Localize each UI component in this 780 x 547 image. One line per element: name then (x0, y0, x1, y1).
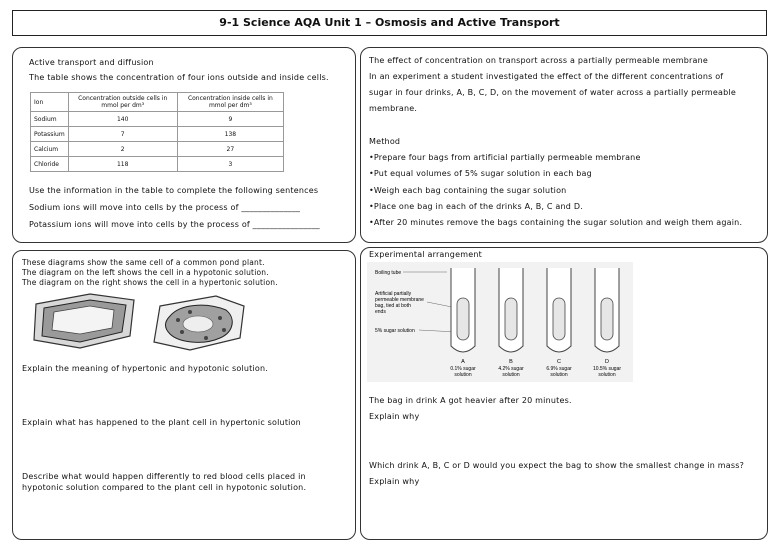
diagram-intro-line: These diagrams show the same cell of a common pond plant. (22, 258, 265, 267)
tube-concentration: 0.1% sugar (450, 366, 476, 372)
ion-concentration-table (30, 92, 284, 172)
tube-letter: B (509, 359, 513, 365)
column-header: Concentration inside cells in mmol per dm³ (177, 93, 283, 112)
hypotonic-cell-figure (34, 294, 134, 348)
method-step: •Weigh each bag containing the sugar solution (369, 186, 567, 195)
table-cell: 118 (68, 157, 177, 172)
tube-solution-label: solution (598, 372, 616, 378)
fill-in-sentence-sodium: Sodium ions will move into cells by the process of ______________ (29, 203, 301, 212)
question-prompt: Explain why (369, 477, 420, 486)
table-cell: 3 (177, 157, 283, 172)
tube-letter: C (557, 359, 561, 365)
table-row (31, 142, 284, 157)
column-header: Ion (31, 93, 69, 112)
method-step: •Place one bag in each of the drinks A, B, C and D. (369, 202, 583, 211)
boiling-tubes-diagram (367, 262, 633, 382)
tube-solution-label: solution (454, 372, 472, 378)
table-cell: 9 (177, 112, 283, 127)
table-cell: 2 (68, 142, 177, 157)
diagram-intro-line: The diagram on the right shows the cell in a hypertonic solution. (22, 278, 278, 287)
table-cell: 138 (177, 127, 283, 142)
method-step: •After 20 minutes remove the bags containing the sugar solution and weigh them again. (369, 218, 743, 227)
method-heading: Method (369, 137, 401, 146)
page-title: 9-1 Science AQA Unit 1 – Osmosis and Active Transport (12, 10, 767, 36)
tube-solution-label: solution (502, 372, 520, 378)
method-step: •Put equal volumes of 5% sugar solution in each bag (369, 169, 592, 178)
tube-letter: A (461, 359, 465, 365)
label-boiling-tube: Boiling tube (375, 270, 402, 276)
question-hypertonic-meaning: Explain the meaning of hypertonic and hypotonic solution. (22, 364, 268, 373)
table-instruction: Use the information in the table to complete the following sentences (29, 186, 319, 195)
table-intro: The table shows the concentration of four ions outside and inside cells. (29, 73, 329, 82)
label-membrane-bag: bag, tied at both (375, 303, 411, 309)
experiment-intro-line: membrane. (369, 104, 418, 113)
question-red-blood-cells-line2: hypotonic solution compared to the plant cell in hypotonic solution. (22, 483, 307, 492)
table-cell: Sodium (31, 112, 69, 127)
question-plant-cell: Explain what has happened to the plant cell in hypertonic solution (22, 418, 301, 427)
tube-concentration: 6.9% sugar (546, 366, 572, 372)
tube-concentration: 10.5% sugar (592, 366, 622, 372)
plant-cell-diagrams (30, 290, 250, 354)
question-bag-heavier: The bag in drink A got heavier after 20 minutes. (369, 396, 572, 405)
label-sugar-solution: 5% sugar solution (375, 328, 415, 334)
fill-in-sentence-potassium: Potassium ions will move into cells by the process of ________________ (29, 220, 320, 229)
tube-solution-label: solution (550, 372, 568, 378)
tube-letter: D (605, 359, 609, 365)
table-cell: 27 (177, 142, 283, 157)
label-membrane-bag: Artificial partially (375, 291, 412, 297)
experiment-intro-line: sugar in four drinks, A, B, C, D, on the movement of water across a partially permeable (369, 88, 736, 97)
table-cell: Chloride (31, 157, 69, 172)
diagram-intro-line: The diagram on the left shows the cell in a hypotonic solution. (22, 268, 269, 277)
table-cell: 140 (68, 112, 177, 127)
table-row (31, 157, 284, 172)
table-cell: 7 (68, 127, 177, 142)
question-red-blood-cells-line1: Describe what would happen differently to red blood cells placed in (22, 472, 306, 481)
table-cell: Calcium (31, 142, 69, 157)
column-header: Concentration outside cells in mmol per dm³ (68, 93, 177, 112)
hypertonic-cell-figure (154, 296, 244, 350)
section-heading: Experimental arrangement (369, 250, 482, 259)
section-heading: The effect of concentration on transport across a partially permeable membrane (369, 56, 708, 65)
table-header-row (31, 93, 284, 112)
question-prompt: Explain why (369, 412, 420, 421)
label-membrane-bag: ends (375, 309, 386, 315)
experiment-intro-line: In an experiment a student investigated the effect of the different concentrations of (369, 72, 724, 81)
table-row (31, 127, 284, 142)
table-row (31, 112, 284, 127)
question-smallest-change: Which drink A, B, C or D would you expect the bag to show the smallest change in mass? (369, 461, 745, 470)
label-membrane-bag: permeable membrane (375, 297, 424, 303)
tube-concentration: 4.2% sugar (498, 366, 524, 372)
table-cell: Potassium (31, 127, 69, 142)
method-step: •Prepare four bags from artificial partially permeable membrane (369, 153, 641, 162)
section-heading: Active transport and diffusion (29, 58, 154, 67)
